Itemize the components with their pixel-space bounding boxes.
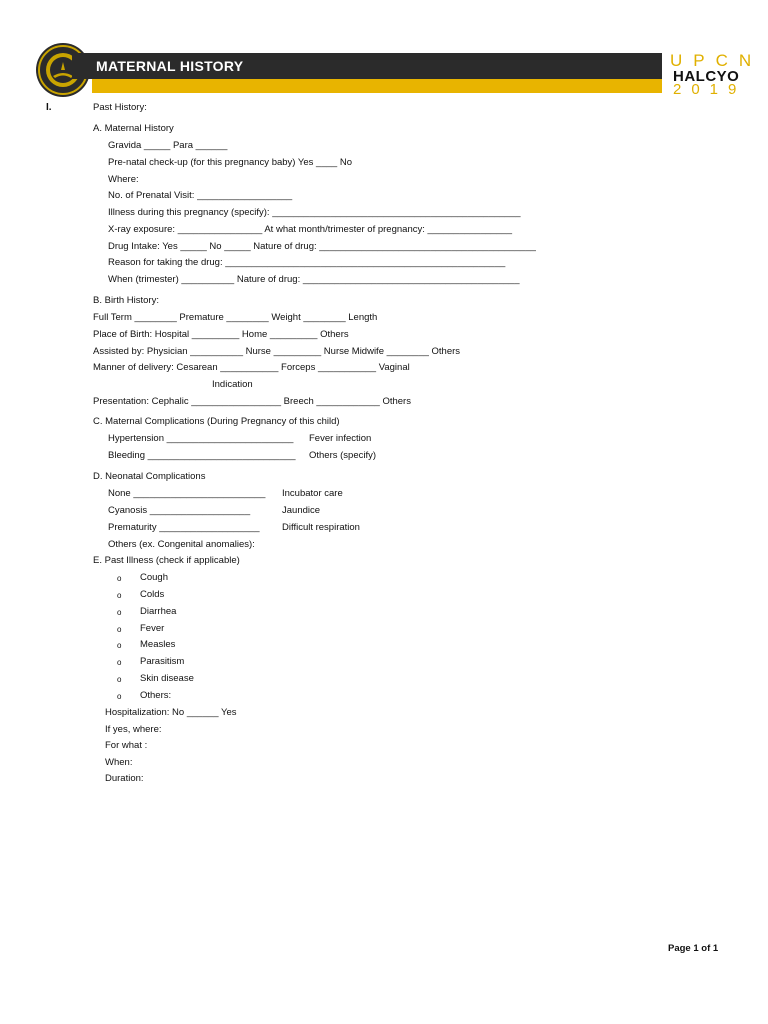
illness-item-others[interactable]: Others: [140,690,172,701]
illness-field[interactable]: Illness during this pregnancy (specify): _______________________________________________ [108,207,521,218]
jaundice-label: Jaundice [282,505,321,516]
congenital-anomalies-field[interactable]: Others (ex. Congenital anomalies): [108,539,255,550]
neonatal-heading: D. Neonatal Complications [93,471,206,482]
place-of-birth-field[interactable]: Place of Birth: Hospital _________ Home _________ Others [93,329,349,340]
brand-line-3: 2019 [673,81,747,98]
bullet-icon: o [117,591,122,600]
cyanosis-field[interactable]: Cyanosis ___________________ [108,505,251,516]
illness-item-colds[interactable]: Colds [140,589,165,600]
maternal-heading: A. Maternal History [93,123,174,134]
brand-line-2: HALCYO [673,68,740,85]
hypertension-field[interactable]: Hypertension ________________________ [108,433,294,444]
for-what-field[interactable]: For what : [105,740,148,751]
illness-item-measles[interactable]: Measles [140,639,176,650]
xray-field[interactable]: X-ray exposure: ________________ At what month/trimester of pregnancy: ________________ [108,224,513,235]
incubator-care-label: Incubator care [282,488,343,499]
manner-of-delivery-field[interactable]: Manner of delivery: Cesarean ___________ Forceps ___________ Vaginal [93,362,410,373]
hospitalization-field[interactable]: Hospitalization: No ______ Yes [105,707,237,718]
prematurity-field[interactable]: Prematurity ___________________ [108,522,260,533]
page-number: Page 1 of 1 [668,943,719,954]
bleeding-field[interactable]: Bleeding ____________________________ [108,450,296,461]
bullet-icon: o [117,625,122,634]
complications-heading: C. Maternal Complications (During Pregnancy of this child) [93,416,340,427]
illness-item-fever[interactable]: Fever [140,623,165,634]
if-yes-where-field[interactable]: If yes, where: [105,724,162,735]
others-specify-label: Others (specify) [309,450,377,461]
illness-item-diarrhea[interactable]: Diarrhea [140,606,177,617]
fever-infection-label: Fever infection [309,433,372,444]
when-field[interactable]: When: [105,757,133,768]
brand-line-1: UPCN [670,51,763,70]
gravida-para-field[interactable]: Gravida _____ Para ______ [108,140,228,151]
section-title: Past History: [93,102,147,113]
section-number: I. [46,102,52,113]
bullet-icon: o [117,641,122,650]
assisted-by-field[interactable]: Assisted by: Physician __________ Nurse _________ Nurse Midwife ________ Others [93,346,461,357]
page-title: MATERNAL HISTORY [96,58,244,74]
difficult-respiration-label: Difficult respiration [282,522,360,533]
duration-field[interactable]: Duration: [105,773,144,784]
drug-reason-field[interactable]: Reason for taking the drug: _____________________________________________________ [108,257,506,268]
header-accent-bar [92,79,662,93]
bullet-icon: o [117,675,122,684]
where-field[interactable]: Where: [108,174,139,185]
past-illness-heading: E. Past Illness (check if applicable) [93,555,240,566]
presentation-field[interactable]: Presentation: Cephalic _________________ Breech ____________ Others [93,396,411,407]
illness-item-skin-disease[interactable]: Skin disease [140,673,194,684]
prenatal-checkup-field[interactable]: Pre-natal check-up (for this pregnancy baby) Yes ____ No [108,157,352,168]
illness-item-parasitism[interactable]: Parasitism [140,656,185,667]
bullet-icon: o [117,692,122,701]
indication-label: Indication [212,379,253,390]
bullet-icon: o [117,608,122,617]
full-term-field[interactable]: Full Term ________ Premature ________ Weight ________ Length [93,312,378,323]
birth-heading: B. Birth History: [93,295,159,306]
bullet-icon: o [117,574,122,583]
none-field[interactable]: None _________________________ [108,488,266,499]
illness-item-cough[interactable]: Cough [140,572,168,583]
bullet-icon: o [117,658,122,667]
trimester-field[interactable]: When (trimester) __________ Nature of drug: _________________________________________ [108,274,520,285]
drug-intake-field[interactable]: Drug Intake: Yes _____ No _____ Nature of drug: _________________________________________ [108,241,536,252]
prenatal-visits-field[interactable]: No. of Prenatal Visit: __________________ [108,190,293,201]
